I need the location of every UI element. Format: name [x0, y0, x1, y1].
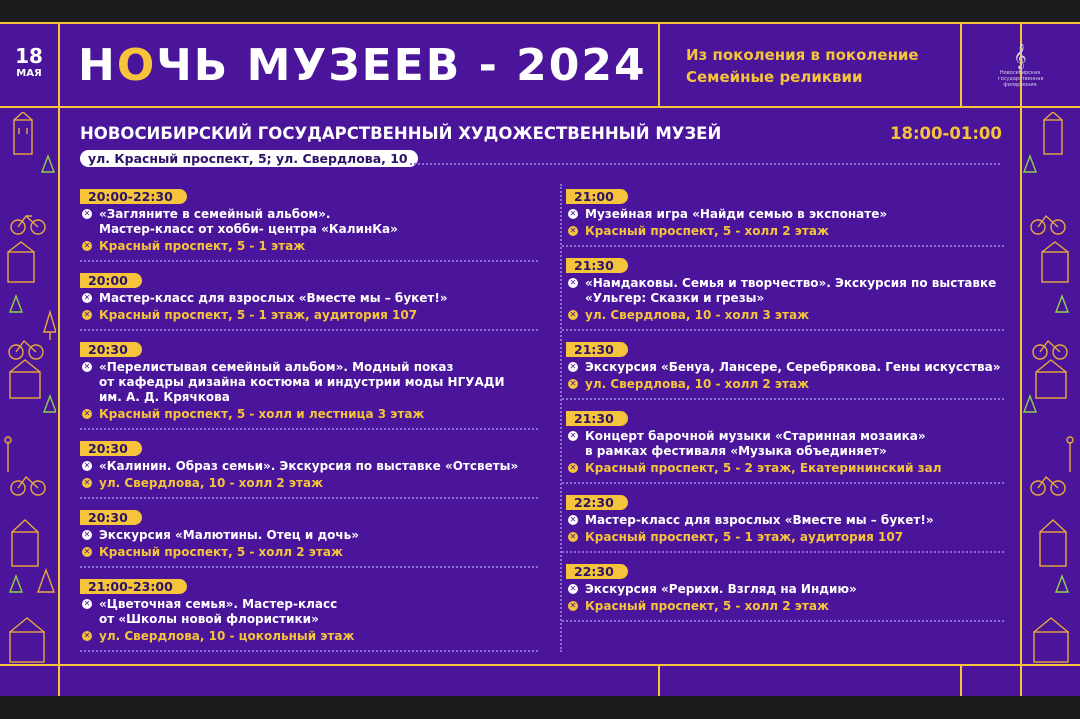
location-marker-icon: ✕ [83, 478, 91, 487]
event-place-row [566, 461, 1004, 476]
bullet-cross-icon: ✕ [569, 584, 577, 593]
title-divider [658, 22, 660, 106]
poster [0, 22, 1080, 696]
event-place: Красный проспект, 5 - 1 этаж, аудитория 107 [99, 308, 418, 322]
bullet-cross-icon: ✕ [83, 530, 91, 539]
event-title-line: Мастер-класс от хобби- центра «КалинКа» [99, 222, 398, 236]
logo-caption: Новосибирская государственная филармония [998, 70, 1044, 88]
left-events-column [80, 184, 538, 658]
event-title-line: Мастер-класс для взрослых «Вместе мы – букет!» [585, 513, 934, 527]
header-divider [0, 106, 1080, 108]
location-marker-icon: ✕ [569, 379, 577, 388]
event-place-row [80, 308, 538, 323]
event-title-row [566, 360, 1004, 375]
date-day: 18 [15, 44, 43, 68]
event-item [562, 406, 1004, 484]
museum-address: ул. Красный проспект, 5; ул. Свердлова, 10 [80, 150, 418, 167]
event-time-badge: 20:00 [80, 273, 142, 288]
museum-name: НОВОСИБИРСКИЙ ГОСУДАРСТВЕННЫЙ ХУДОЖЕСТВЕННЫЙ МУЗЕЙ [80, 124, 722, 143]
title-moon-o: О [116, 40, 157, 91]
event-title [585, 582, 857, 597]
event-place: Красный проспект, 5 - холл 2 этаж [99, 545, 343, 559]
event-place: ул. Свердлова, 10 - холл 2 этаж [99, 476, 324, 490]
event-title-line: им. А. Д. Крячкова [99, 390, 230, 404]
footer-divider [0, 664, 1080, 666]
event-place: Красный проспект, 5 - 2 этаж, Екатерининский зал [585, 461, 942, 475]
title-part-1: Н [78, 40, 117, 91]
bullet-cross-icon: ✕ [83, 362, 91, 371]
event-item [80, 505, 538, 568]
event-title [585, 429, 926, 459]
event-place-row [80, 629, 538, 644]
event-title-line: в рамках фестиваля «Музыка объединяет» [585, 444, 887, 458]
event-title-line: от «Школы новой флористики» [99, 612, 319, 626]
event-title-row [566, 582, 1004, 597]
event-title-line: Экскурсия «Бенуа, Лансере, Серебрякова. Гены искусства» [585, 360, 1001, 374]
bullet-cross-icon: ✕ [569, 278, 577, 287]
frame-top-line [0, 22, 1080, 24]
event-time-badge: 20:30 [80, 342, 142, 357]
event-time-badge: 21:00-23:00 [80, 579, 187, 594]
event-time-badge: 21:30 [566, 258, 628, 273]
theme-line-2: Семейные реликвии [686, 68, 863, 86]
location-marker-icon: ✕ [569, 532, 577, 541]
event-title-row [566, 429, 1004, 459]
footer-divider-mid [658, 664, 660, 696]
title-part-2: ЧЬ МУЗЕЕВ - 2024 [156, 40, 647, 91]
event-title-row [566, 276, 1004, 306]
event-item [562, 184, 1004, 247]
event-item [80, 268, 538, 331]
museum-hours: 18:00-01:00 [890, 124, 1002, 143]
event-title-line: «Калинин. Образ семьи». Экскурсия по выставке «Отсветы» [99, 459, 519, 473]
theme [686, 44, 919, 88]
event-title-row [80, 291, 538, 306]
treble-clef-icon: 𝄞 [1013, 44, 1027, 69]
location-marker-icon: ✕ [83, 631, 91, 640]
left-border-line [58, 22, 60, 696]
bullet-cross-icon: ✕ [83, 599, 91, 608]
event-title [99, 459, 518, 474]
event-place: Красный проспект, 5 - 1 этаж, аудитория 107 [585, 530, 904, 544]
left-city-illustration [4, 112, 56, 682]
page-title [78, 40, 647, 92]
event-title-line: Концерт барочной музыки «Старинная мозаика» [585, 429, 926, 443]
right-city-illustration [1022, 112, 1074, 682]
event-title [585, 513, 934, 528]
location-marker-icon: ✕ [569, 226, 577, 235]
event-place: ул. Свердлова, 10 - холл 3 этаж [585, 308, 810, 322]
event-title-line: «Загляните в семейный альбом». [99, 207, 331, 221]
location-marker-icon: ✕ [83, 547, 91, 556]
location-marker-icon: ✕ [569, 601, 577, 610]
location-marker-icon: ✕ [83, 241, 91, 250]
theme-divider [960, 22, 962, 106]
footer-divider-right [960, 664, 962, 696]
location-marker-icon: ✕ [83, 409, 91, 418]
location-marker-icon: ✕ [569, 463, 577, 472]
right-events-column [560, 184, 1004, 652]
event-title-line: «Ульгер: Сказки и грезы» [585, 291, 765, 305]
event-title-line: «Цветочная семья». Мастер-класс [99, 597, 338, 611]
event-title-line: Мастер-класс для взрослых «Вместе мы – букет!» [99, 291, 448, 305]
event-place-row [80, 407, 538, 422]
event-title-line: Экскурсия «Рерихи. Взгляд на Индию» [585, 582, 857, 596]
event-place: Красный проспект, 5 - холл 2 этаж [585, 599, 829, 613]
event-place-row [80, 239, 538, 254]
event-title-row [80, 207, 538, 237]
event-title-row [80, 459, 538, 474]
dotted-separator [410, 163, 1000, 165]
event-item [562, 490, 1004, 553]
event-title [585, 207, 887, 222]
event-place-row [566, 224, 1004, 239]
event-time-badge: 21:30 [566, 411, 628, 426]
bullet-cross-icon: ✕ [83, 461, 91, 470]
event-place-row [80, 476, 538, 491]
event-title-row [566, 513, 1004, 528]
event-time-badge: 21:00 [566, 189, 628, 204]
event-title [585, 276, 996, 306]
event-place-row [566, 377, 1004, 392]
event-title-line: Экскурсия «Малютины. Отец и дочь» [99, 528, 359, 542]
event-title-row [80, 528, 538, 543]
event-title [99, 597, 337, 627]
event-place: ул. Свердлова, 10 - холл 2 этаж [585, 377, 810, 391]
event-time-badge: 21:30 [566, 342, 628, 357]
bullet-cross-icon: ✕ [569, 362, 577, 371]
event-item [562, 337, 1004, 400]
event-title [585, 360, 1000, 375]
theme-line-1: Из поколения в поколение [686, 46, 919, 64]
bullet-cross-icon: ✕ [83, 209, 91, 218]
event-item [562, 559, 1004, 622]
event-title-line: Музейная игра «Найди семью в экспонате» [585, 207, 888, 221]
location-marker-icon: ✕ [83, 310, 91, 319]
event-place-row [566, 599, 1004, 614]
bullet-cross-icon: ✕ [569, 209, 577, 218]
event-title-row [80, 360, 538, 405]
event-place-row [80, 545, 538, 560]
event-title-line: «Намдаковы. Семья и творчество». Экскурсия по выставке [585, 276, 997, 290]
event-title-line: «Перелистывая семейный альбом». Модный показ [99, 360, 454, 374]
event-time-badge: 20:30 [80, 510, 142, 525]
event-title-row [566, 207, 1004, 222]
bullet-cross-icon: ✕ [83, 293, 91, 302]
bullet-cross-icon: ✕ [569, 431, 577, 440]
event-item [80, 436, 538, 499]
event-place: Красный проспект, 5 - холл 2 этаж [585, 224, 829, 238]
event-item [562, 253, 1004, 331]
event-time-badge: 20:00-22:30 [80, 189, 187, 204]
event-place-row [566, 530, 1004, 545]
event-place: Красный проспект, 5 - холл и лестница 3 этаж [99, 407, 425, 421]
event-title [99, 528, 359, 543]
event-item [80, 574, 538, 652]
event-title [99, 291, 448, 306]
location-marker-icon: ✕ [569, 310, 577, 319]
event-date [0, 46, 58, 79]
event-title-row [80, 597, 538, 627]
event-item [80, 337, 538, 430]
event-title-line: от кафедры дизайна костюма и индустрии моды НГУАДИ [99, 375, 505, 389]
date-month: МАЯ [16, 68, 42, 79]
event-time-badge: 22:30 [566, 564, 628, 579]
bullet-cross-icon: ✕ [569, 515, 577, 524]
event-time-badge: 22:30 [566, 495, 628, 510]
philharmonic-logo [998, 44, 1042, 88]
event-title [99, 360, 505, 405]
event-place: Красный проспект, 5 - 1 этаж [99, 239, 306, 253]
event-time-badge: 20:30 [80, 441, 142, 456]
event-place-row [566, 308, 1004, 323]
event-item [80, 184, 538, 262]
event-title [99, 207, 398, 237]
event-place: ул. Свердлова, 10 - цокольный этаж [99, 629, 355, 643]
